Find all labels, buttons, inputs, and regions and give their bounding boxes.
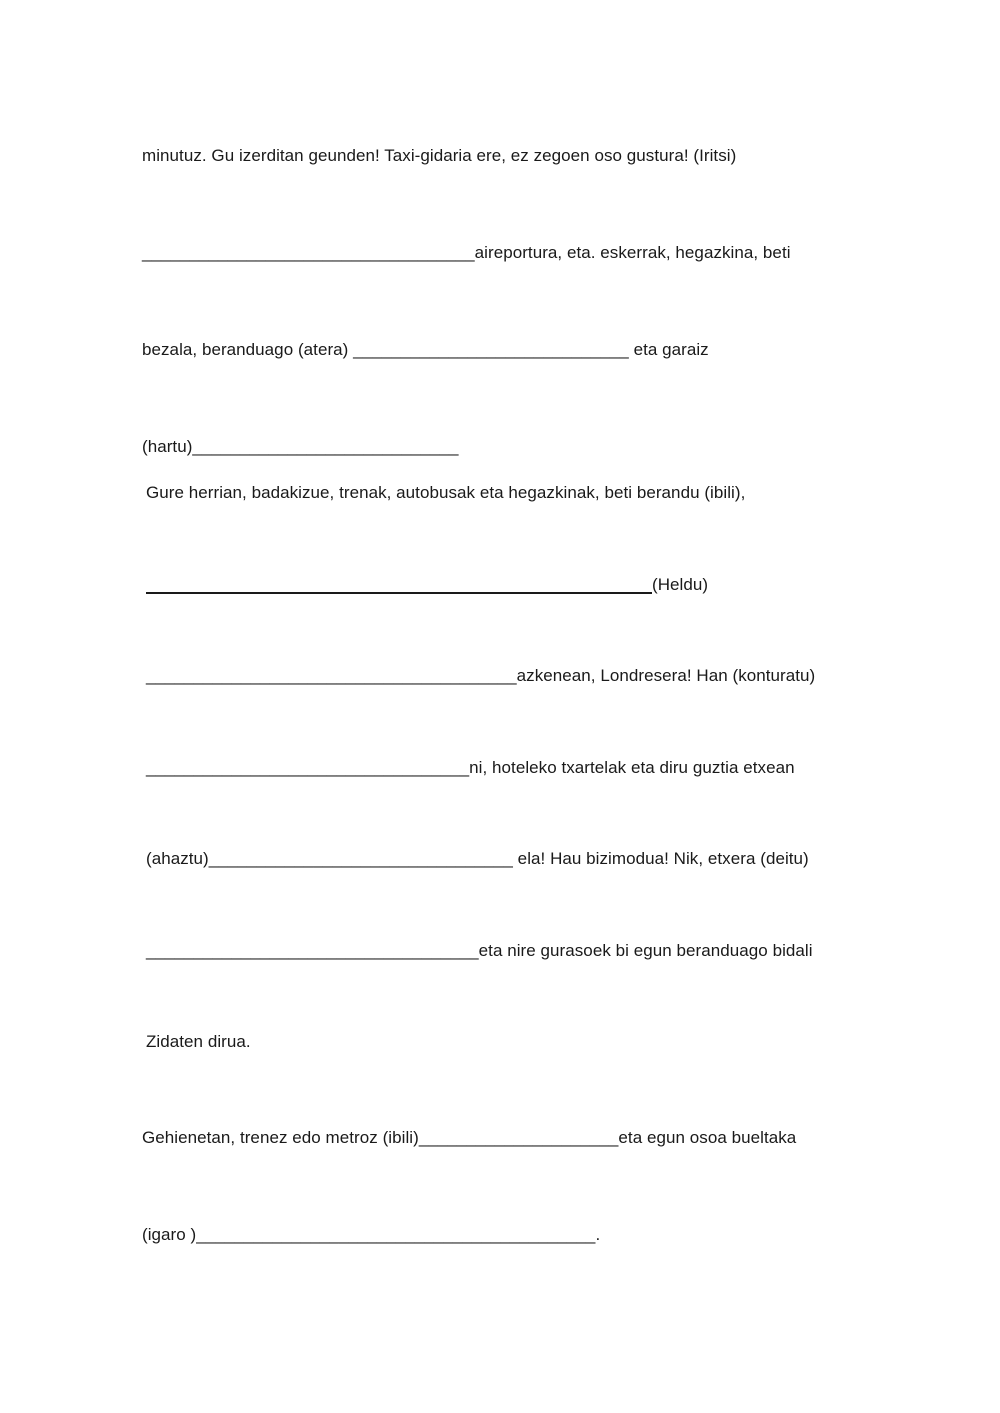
text-line: (igaro )__________________________________________. — [142, 1225, 601, 1244]
text-line: bezala, beranduago (atera) _____________________________ eta garaiz — [142, 340, 709, 359]
text-line: Zidaten dirua. — [146, 1032, 251, 1051]
answer-blank — [146, 592, 652, 594]
text-line: __________________________________ni, hoteleko txartelak eta diru guztia etxean — [146, 758, 795, 777]
text-line: Gure herrian, badakizue, trenak, autobusak eta hegazkinak, beti berandu (ibili), — [146, 483, 746, 502]
text-line: _______________________________________azkenean, Londresera! Han (konturatu) — [146, 666, 816, 685]
text-line: minutuz. Gu izerditan geunden! Taxi-gidaria ere, ez zegoen oso gustura! (Iritsi) — [142, 146, 737, 165]
text-line: (Heldu) — [652, 575, 709, 594]
text-line: (hartu)____________________________ — [142, 437, 459, 456]
text-line: Gehienetan, trenez edo metroz (ibili)_____________________eta egun osoa bueltaka — [142, 1128, 797, 1147]
text-line: (ahaztu)________________________________ ela! Hau bizimodua! Nik, etxera (deitu) — [146, 849, 809, 868]
text-line: ___________________________________aireportura, eta. eskerrak, hegazkina, beti — [142, 243, 791, 262]
text-line: ___________________________________eta nire gurasoek bi egun beranduago bidali — [146, 941, 813, 960]
